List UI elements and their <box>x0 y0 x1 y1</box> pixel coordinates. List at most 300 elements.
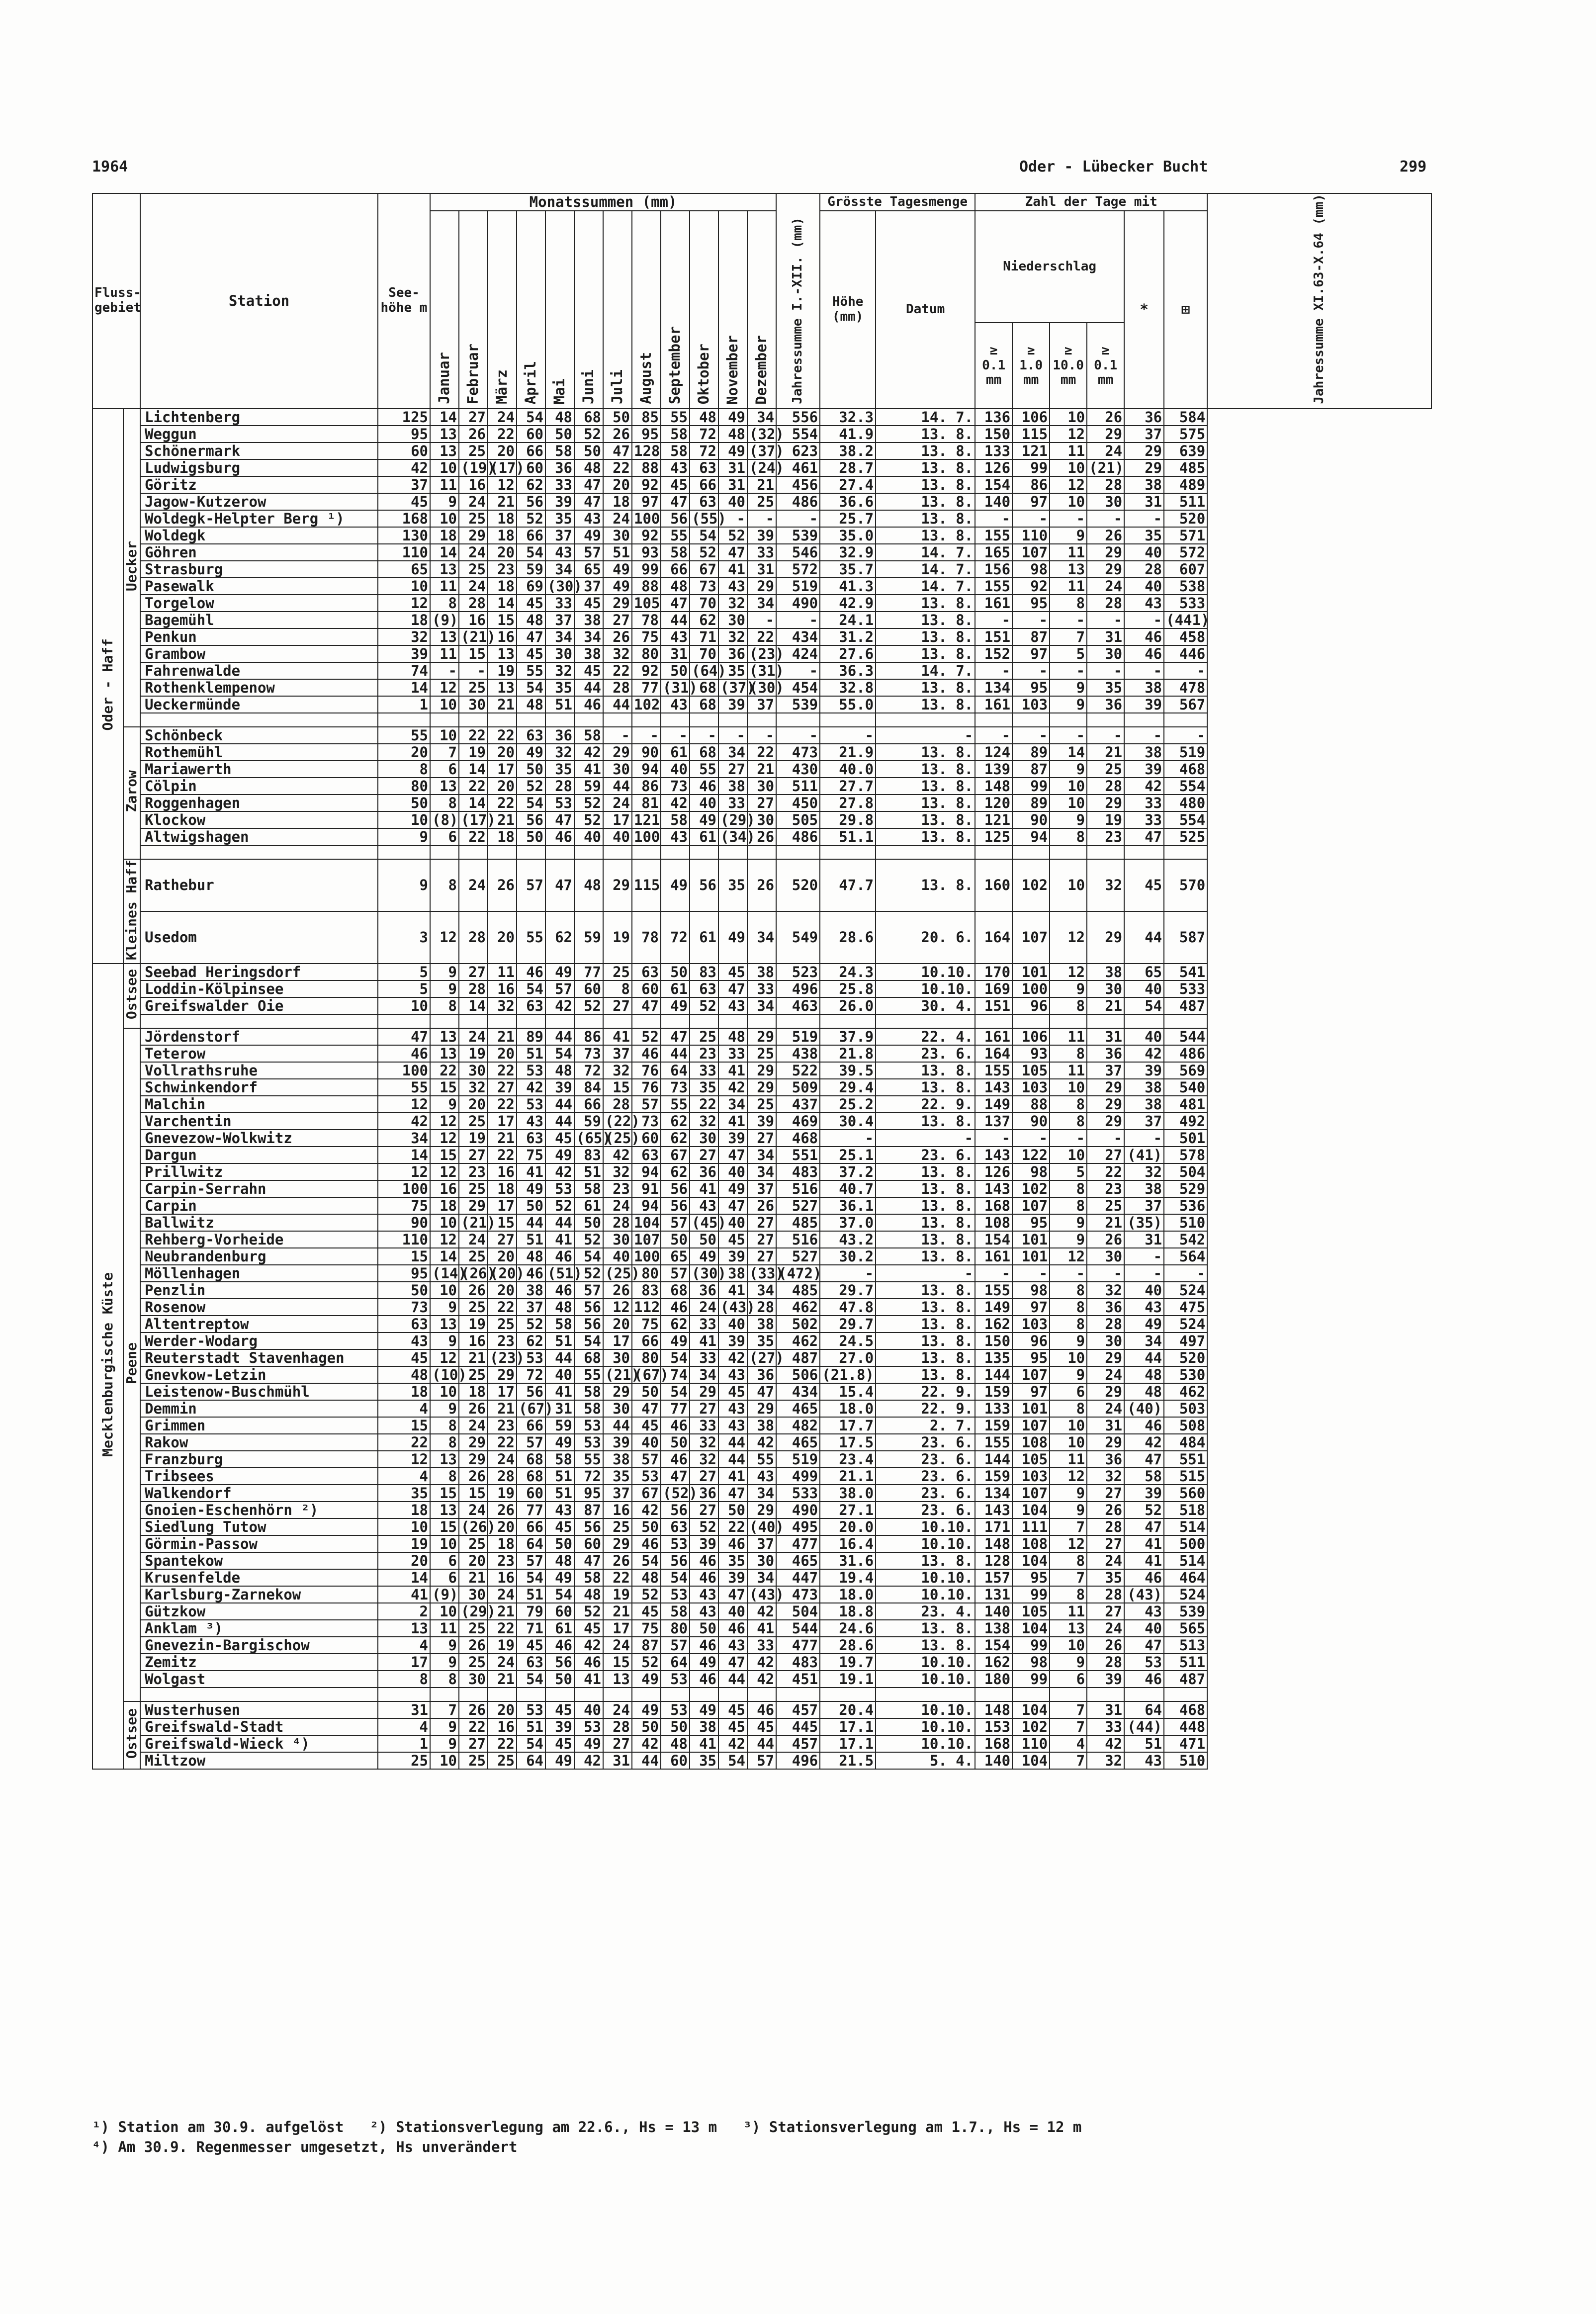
station-name: Jagow-Kutzerow <box>140 493 378 510</box>
data-cell: 32 <box>690 1434 718 1451</box>
data-cell: 101 <box>1012 1231 1050 1248</box>
empty-cell <box>1164 1014 1207 1028</box>
station-name: Leistenow-Buschmühl <box>140 1383 378 1400</box>
data-cell: 29 <box>488 1366 517 1383</box>
data-cell: 134 <box>975 1485 1012 1502</box>
data-cell: 22 <box>747 628 776 645</box>
empty-cell <box>1087 713 1124 727</box>
data-cell: 19 <box>459 1130 488 1147</box>
data-cell: 41 <box>718 561 747 578</box>
data-cell: 15 <box>488 612 517 628</box>
data-cell: 30 <box>603 527 632 544</box>
data-cell: 20 <box>603 1316 632 1333</box>
data-cell: 10 <box>1050 459 1087 476</box>
data-cell: 41.9 <box>820 426 876 443</box>
data-cell: 110 <box>1012 527 1050 544</box>
data-cell: 20 <box>459 1552 488 1569</box>
data-cell: 33 <box>718 795 747 811</box>
data-cell: 40 <box>632 1434 661 1451</box>
table-row <box>92 679 1431 696</box>
data-cell: 10 <box>430 696 459 713</box>
data-cell: 522 <box>776 1062 820 1079</box>
data-cell: 10 <box>1050 493 1087 510</box>
data-cell: 22 <box>459 1718 488 1735</box>
data-cell: 22 <box>459 778 488 795</box>
data-cell: 97 <box>1012 1383 1050 1400</box>
data-cell: 49 <box>545 1434 574 1451</box>
data-cell: - <box>718 727 747 744</box>
data-cell: 18.0 <box>820 1586 876 1603</box>
data-cell: - <box>1164 662 1207 679</box>
data-cell: 24 <box>459 1417 488 1434</box>
data-cell: 61 <box>661 980 690 997</box>
station-name: Teterow <box>140 1045 378 1062</box>
data-cell: 53 <box>661 1671 690 1688</box>
data-cell: 59 <box>574 911 603 964</box>
data-cell: 533 <box>1164 595 1207 612</box>
data-cell: 572 <box>1164 544 1207 561</box>
data-cell: 16 <box>430 1180 459 1197</box>
data-cell: 10 <box>430 1383 459 1400</box>
data-cell: 11 <box>1050 1028 1087 1045</box>
data-cell: 52 <box>690 1518 718 1535</box>
data-cell: 12 <box>430 1163 459 1180</box>
data-cell: 94 <box>1012 828 1050 845</box>
data-cell: 104 <box>1012 1502 1050 1518</box>
data-cell: 13. 8. <box>876 645 975 662</box>
data-cell: 75 <box>632 1316 661 1333</box>
data-cell: 154 <box>975 1231 1012 1248</box>
data-cell: 13. 8. <box>876 595 975 612</box>
data-cell: 86 <box>632 778 661 795</box>
data-cell: 25 <box>747 1045 776 1062</box>
data-cell: 24.6 <box>820 1620 876 1637</box>
data-cell: 38.0 <box>820 1485 876 1502</box>
data-cell: 60 <box>517 1485 545 1502</box>
table-row <box>92 1180 1431 1197</box>
data-cell: 41 <box>718 1282 747 1299</box>
data-cell: 17.1 <box>820 1735 876 1752</box>
data-cell: 22 <box>488 1062 517 1079</box>
data-cell: 9 <box>1050 1366 1087 1383</box>
data-cell: 518 <box>1164 1502 1207 1518</box>
data-cell: 31 <box>545 1400 574 1417</box>
data-cell: 9 <box>430 1400 459 1417</box>
data-cell: 45 <box>545 1130 574 1147</box>
data-cell: 25 <box>459 1366 488 1383</box>
data-cell: 50 <box>545 426 574 443</box>
data-cell: 24 <box>603 510 632 527</box>
data-cell: - <box>1087 1265 1124 1282</box>
data-cell: 59 <box>517 561 545 578</box>
data-cell: 67 <box>690 561 718 578</box>
data-cell: 450 <box>776 795 820 811</box>
data-cell: 10.10. <box>876 1569 975 1586</box>
data-cell: 8 <box>430 859 459 911</box>
data-cell: 31 <box>1087 1028 1124 1045</box>
data-cell: 13 <box>430 1028 459 1045</box>
data-cell: 87 <box>1012 628 1050 645</box>
data-cell: 11 <box>1050 1062 1087 1079</box>
data-cell: 98 <box>1012 1163 1050 1180</box>
data-cell: 38 <box>1124 1096 1164 1113</box>
data-cell: 9 <box>1050 761 1087 778</box>
data-cell: 54 <box>690 527 718 544</box>
data-cell: 24 <box>603 1197 632 1214</box>
data-cell: 37 <box>1087 1062 1124 1079</box>
data-cell: 107 <box>1012 1417 1050 1434</box>
data-cell: 34 <box>747 1569 776 1586</box>
empty-cell <box>545 713 574 727</box>
data-cell: 44 <box>1124 911 1164 964</box>
data-cell: 14 <box>378 679 430 696</box>
data-cell: 59 <box>574 778 603 795</box>
data-cell: 13. 8. <box>876 493 975 510</box>
data-cell: 12 <box>378 1451 430 1468</box>
data-cell: 115 <box>1012 426 1050 443</box>
data-cell: 18 <box>459 1383 488 1400</box>
data-cell: 9 <box>1050 811 1087 828</box>
table-row <box>92 911 1431 964</box>
station-name: Torgelow <box>140 595 378 612</box>
data-cell: - <box>1124 727 1164 744</box>
data-cell: 25 <box>690 1028 718 1045</box>
data-cell: 60 <box>517 426 545 443</box>
data-cell: - <box>1164 1265 1207 1282</box>
data-cell: 18 <box>488 578 517 595</box>
data-cell: 50 <box>545 1671 574 1688</box>
data-cell: 22 <box>488 1735 517 1752</box>
data-cell: 24 <box>488 1451 517 1468</box>
data-cell: 45 <box>632 1603 661 1620</box>
data-cell: 533 <box>776 1485 820 1502</box>
data-cell: 34 <box>747 1485 776 1502</box>
table-row <box>92 811 1431 828</box>
data-cell: 36 <box>718 645 747 662</box>
data-cell: 45 <box>574 595 603 612</box>
data-cell: 25 <box>747 493 776 510</box>
data-cell: 28 <box>1087 1586 1124 1603</box>
data-cell: 31 <box>661 645 690 662</box>
data-cell: 159 <box>975 1383 1012 1400</box>
data-cell: (21.8) <box>820 1366 876 1383</box>
data-cell: 48 <box>574 459 603 476</box>
data-cell: 12 <box>1050 476 1087 493</box>
data-cell: 539 <box>776 696 820 713</box>
data-cell: 131 <box>975 1586 1012 1603</box>
data-cell: 31 <box>603 1752 632 1769</box>
data-cell: 128 <box>975 1552 1012 1569</box>
data-cell: 52 <box>574 997 603 1014</box>
data-cell: 162 <box>975 1316 1012 1333</box>
data-cell: 80 <box>632 1265 661 1282</box>
data-cell: (22) <box>603 1113 632 1130</box>
data-cell: 49 <box>632 1701 661 1718</box>
data-cell: 53 <box>661 1701 690 1718</box>
data-cell: 100 <box>378 1062 430 1079</box>
data-cell: 68 <box>690 696 718 713</box>
data-cell: 46 <box>690 1569 718 1586</box>
data-cell: 496 <box>776 1752 820 1769</box>
data-cell: 41 <box>545 1231 574 1248</box>
data-cell: 55 <box>517 662 545 679</box>
station-name: Walkendorf <box>140 1485 378 1502</box>
data-cell: 12 <box>430 1113 459 1130</box>
empty-cell <box>718 713 747 727</box>
data-cell: 72 <box>517 1366 545 1383</box>
data-cell: 6 <box>430 761 459 778</box>
data-cell: 102 <box>1012 859 1050 911</box>
data-cell: 10 <box>378 997 430 1014</box>
data-cell: 68 <box>574 1349 603 1366</box>
data-cell: 536 <box>1164 1197 1207 1214</box>
station-name: Spantekow <box>140 1552 378 1569</box>
data-cell: 16 <box>488 628 517 645</box>
data-cell: (41) <box>1124 1147 1164 1163</box>
data-cell: 47 <box>603 443 632 459</box>
data-cell: 56 <box>574 1299 603 1316</box>
empty-cell <box>690 713 718 727</box>
data-cell: 462 <box>1164 1383 1207 1400</box>
data-cell: 44 <box>545 1349 574 1366</box>
data-cell: 14 <box>378 1569 430 1586</box>
data-cell: 38 <box>747 1316 776 1333</box>
data-cell: 13. 8. <box>876 527 975 544</box>
data-cell: 77 <box>661 1400 690 1417</box>
data-cell: 18 <box>603 493 632 510</box>
data-cell: 57 <box>632 1096 661 1113</box>
data-cell: 42 <box>603 1147 632 1163</box>
empty-cell <box>378 1688 430 1701</box>
data-cell: - <box>1050 1130 1087 1147</box>
data-cell: 43 <box>378 1333 430 1349</box>
data-cell: 29 <box>1087 795 1124 811</box>
data-cell: 20.4 <box>820 1701 876 1718</box>
data-cell: 47 <box>574 1552 603 1569</box>
data-cell: 505 <box>776 811 820 828</box>
data-cell: 10 <box>430 510 459 527</box>
data-cell: 47 <box>632 997 661 1014</box>
data-cell: 465 <box>776 1434 820 1451</box>
data-cell: 51 <box>1124 1735 1164 1752</box>
data-cell: 12 <box>1050 1248 1087 1265</box>
data-cell: 2 <box>378 1603 430 1620</box>
table-row <box>92 1383 1431 1400</box>
data-cell: - <box>603 727 632 744</box>
data-cell: 4 <box>378 1718 430 1735</box>
table-row <box>92 459 1431 476</box>
data-cell: 52 <box>574 1603 603 1620</box>
data-cell: 139 <box>975 761 1012 778</box>
data-cell: 12 <box>430 911 459 964</box>
data-cell: 70 <box>690 645 718 662</box>
station-name: Carpin <box>140 1197 378 1214</box>
data-cell: 40 <box>690 795 718 811</box>
data-cell: 40 <box>1124 980 1164 997</box>
data-cell: (33) <box>747 1265 776 1282</box>
table-row <box>92 1333 1431 1349</box>
data-cell: 14 <box>430 409 459 426</box>
data-cell: 44 <box>1124 1349 1164 1366</box>
data-cell: 25 <box>459 1535 488 1552</box>
data-cell: 160 <box>975 859 1012 911</box>
data-cell: 22 <box>488 426 517 443</box>
data-cell: 94 <box>632 761 661 778</box>
station-name: Loddin-Kölpinsee <box>140 980 378 997</box>
empty-cell <box>517 845 545 859</box>
data-cell: 15 <box>430 1147 459 1163</box>
data-cell: 38 <box>1124 1079 1164 1096</box>
station-name: Göhren <box>140 544 378 561</box>
empty-cell <box>747 1688 776 1701</box>
data-cell: 484 <box>1164 1434 1207 1451</box>
station-name: Malchin <box>140 1096 378 1113</box>
data-cell: 41.3 <box>820 578 876 595</box>
col-header-month: Mai <box>545 211 574 408</box>
data-cell: 27 <box>603 997 632 1014</box>
data-cell: 46 <box>1124 1569 1164 1586</box>
data-cell: 10 <box>430 727 459 744</box>
data-cell: 510 <box>1164 1214 1207 1231</box>
data-cell: 520 <box>1164 1349 1207 1366</box>
data-cell: 45 <box>517 645 545 662</box>
data-cell: 22 <box>488 1620 517 1637</box>
data-cell: 51 <box>603 544 632 561</box>
data-cell: 31 <box>718 459 747 476</box>
data-cell: 18.8 <box>820 1603 876 1620</box>
data-cell: 135 <box>975 1349 1012 1366</box>
data-cell: 34 <box>718 744 747 761</box>
data-cell: 46 <box>690 1637 718 1654</box>
data-cell: 85 <box>632 409 661 426</box>
data-cell: 40 <box>1124 1282 1164 1299</box>
col-header-groesste-tagesmenge: Grösste Tagesmenge <box>820 193 975 211</box>
data-cell: 32 <box>488 997 517 1014</box>
data-cell: 36 <box>545 727 574 744</box>
data-cell: 28 <box>459 911 488 964</box>
data-cell: 50 <box>574 443 603 459</box>
data-cell: 92 <box>632 527 661 544</box>
spacer-row <box>92 713 1431 727</box>
data-cell: 50 <box>603 409 632 426</box>
data-cell: 29 <box>1124 459 1164 476</box>
data-cell: 165 <box>975 544 1012 561</box>
data-cell: 49 <box>517 1180 545 1197</box>
data-cell: 13. 8. <box>876 1349 975 1366</box>
data-cell: 88 <box>632 578 661 595</box>
data-cell: 24 <box>459 859 488 911</box>
data-cell: 44 <box>545 1028 574 1045</box>
table-row <box>92 409 1431 426</box>
data-cell: 49 <box>661 859 690 911</box>
data-cell: 19 <box>459 1316 488 1333</box>
data-cell: 28 <box>459 980 488 997</box>
data-cell: 13. 8. <box>876 1180 975 1197</box>
data-cell: 144 <box>975 1451 1012 1468</box>
data-cell: 44 <box>718 1434 747 1451</box>
data-cell: 539 <box>776 527 820 544</box>
data-cell: 30.2 <box>820 1248 876 1265</box>
data-cell: 37.0 <box>820 1214 876 1231</box>
data-cell: 54 <box>517 679 545 696</box>
data-cell: - <box>1012 727 1050 744</box>
data-cell: 25.7 <box>820 510 876 527</box>
data-cell: 107 <box>1012 1485 1050 1502</box>
data-cell: 105 <box>632 595 661 612</box>
data-cell: 22 <box>488 1096 517 1113</box>
data-cell: 38.2 <box>820 443 876 459</box>
empty-cell <box>378 845 430 859</box>
data-cell: - <box>1050 612 1087 628</box>
empty-cell <box>776 845 820 859</box>
data-cell: - <box>1012 662 1050 679</box>
data-cell: 10.10. <box>876 1535 975 1552</box>
data-cell: 529 <box>1164 1180 1207 1197</box>
data-cell: 23 <box>488 561 517 578</box>
data-cell: 38 <box>718 778 747 795</box>
empty-cell <box>876 1688 975 1701</box>
data-cell: 478 <box>1164 679 1207 696</box>
data-cell: 54 <box>661 1383 690 1400</box>
data-cell: 87 <box>574 1502 603 1518</box>
data-cell: 80 <box>378 778 430 795</box>
station-name: Werder-Wodarg <box>140 1333 378 1349</box>
data-cell: 37 <box>747 1180 776 1197</box>
data-cell: 544 <box>776 1620 820 1637</box>
data-cell: - <box>975 662 1012 679</box>
data-cell: 554 <box>776 426 820 443</box>
data-cell: 35 <box>545 679 574 696</box>
data-cell: 18 <box>430 527 459 544</box>
data-cell: 33 <box>747 544 776 561</box>
data-cell: 16.4 <box>820 1535 876 1552</box>
data-cell: 26 <box>459 1637 488 1654</box>
data-cell: (31) <box>661 679 690 696</box>
data-cell: 87 <box>632 1637 661 1654</box>
data-cell: 95 <box>1012 595 1050 612</box>
data-cell: 35 <box>690 1752 718 1769</box>
data-cell: 83 <box>690 964 718 980</box>
data-cell: 31 <box>1087 1417 1124 1434</box>
data-cell: 25.1 <box>820 1147 876 1163</box>
data-cell: 38 <box>603 1451 632 1468</box>
data-cell: 12 <box>1050 964 1087 980</box>
table-row <box>92 1366 1431 1383</box>
data-cell: 29 <box>459 1451 488 1468</box>
data-cell: 571 <box>1164 527 1207 544</box>
data-cell: 95 <box>1012 1349 1050 1366</box>
data-cell: 434 <box>776 1383 820 1400</box>
data-cell: 56 <box>517 1383 545 1400</box>
data-cell: 54 <box>632 1552 661 1569</box>
data-cell: 22 <box>488 1434 517 1451</box>
data-cell: 25 <box>378 1752 430 1769</box>
data-cell: 24 <box>1087 1552 1124 1569</box>
empty-cell <box>517 713 545 727</box>
col-header-month: Oktober <box>690 211 718 408</box>
data-cell: 33 <box>545 476 574 493</box>
data-cell: 24 <box>459 578 488 595</box>
data-cell: 51 <box>545 1333 574 1349</box>
data-cell: 27.4 <box>820 476 876 493</box>
data-cell: 47 <box>661 595 690 612</box>
data-cell: 56 <box>517 493 545 510</box>
data-cell: 38 <box>574 612 603 628</box>
empty-cell <box>140 845 378 859</box>
data-cell: 38 <box>517 1282 545 1299</box>
data-cell: 41 <box>517 1163 545 1180</box>
data-cell: 37 <box>378 476 430 493</box>
